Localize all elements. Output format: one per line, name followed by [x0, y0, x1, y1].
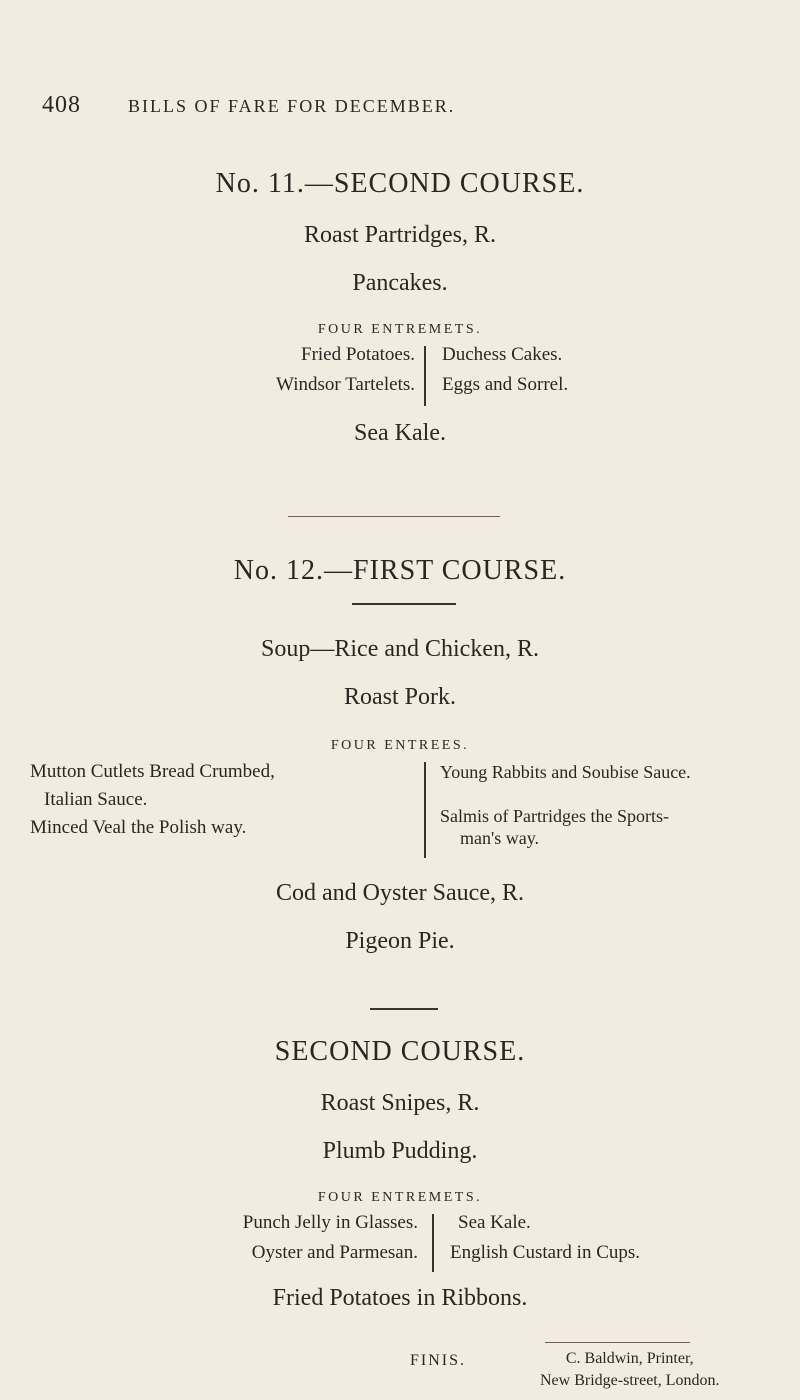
- bill-12-bottom-dish-1: Cod and Oyster Sauce, R.: [276, 880, 524, 906]
- bill-12-column-divider: [424, 762, 426, 858]
- bill-12-right-item: man's way.: [460, 828, 540, 848]
- bill-11-left-item: Fried Potatoes.: [301, 344, 415, 365]
- second-course-left-column: [120, 1208, 418, 1268]
- bill-11-column-divider: [424, 346, 426, 406]
- bill-11-bottom-dish: Sea Kale.: [354, 420, 446, 446]
- second-course-title: SECOND COURSE.: [274, 1036, 526, 1067]
- printer-line-2: New Bridge-street, London.: [540, 1372, 720, 1389]
- printer-line-1: C. Baldwin, Printer,: [565, 1350, 694, 1367]
- bill-12-bottom-dish-2: Pigeon Pie.: [345, 928, 455, 954]
- section-divider-rule: [288, 516, 500, 517]
- bill-12-right-item: Salmis of Partridges the Sports-: [440, 806, 669, 826]
- second-course-entremets-heading: FOUR ENTREMETS.: [317, 1190, 483, 1205]
- bill-11-title: No. 11.—SECOND COURSE.: [215, 168, 585, 199]
- bill-11-entremets-heading: FOUR ENTREMETS.: [317, 322, 483, 337]
- bill-12-entrees-heading: FOUR ENTREES.: [330, 738, 470, 753]
- second-course-bottom-dish: Fried Potatoes in Ribbons.: [272, 1285, 528, 1311]
- second-course-right-column: [450, 1208, 640, 1268]
- printer-rule: [545, 1342, 690, 1343]
- second-course-column-divider: [432, 1214, 434, 1272]
- second-course-right-item: English Custard in Cups.: [450, 1242, 641, 1263]
- bill-11-right-item: Duchess Cakes.: [442, 344, 563, 365]
- bill-12-left-column: [30, 758, 275, 842]
- page-header: [0, 92, 800, 132]
- bill-12-remove-2: Roast Pork.: [343, 684, 456, 710]
- bill-12-right-item: Young Rabbits and Soubise Sauce.: [440, 762, 691, 782]
- bill-11-remove-2: Pancakes.: [352, 270, 448, 296]
- title-underline-rule: [352, 603, 456, 605]
- bill-11-left-item: Windsor Tartelets.: [276, 374, 415, 395]
- printer-imprint: [540, 1348, 720, 1392]
- bill-12-left-item: Minced Veal the Polish way.: [30, 817, 247, 838]
- second-course-left-item: Punch Jelly in Glasses.: [242, 1212, 418, 1233]
- bill-12-left-item: Italian Sauce.: [44, 789, 148, 810]
- bill-12-right-column: [440, 758, 691, 852]
- second-course-remove-1: Roast Snipes, R.: [320, 1090, 480, 1116]
- second-course-right-item: Sea Kale.: [458, 1212, 531, 1233]
- bill-11-right-column: [442, 340, 568, 400]
- bill-12-title: No. 12.—FIRST COURSE.: [233, 555, 567, 586]
- bill-11-remove-1: Roast Partridges, R.: [304, 222, 496, 248]
- bill-11-right-item: Eggs and Sorrel.: [442, 374, 569, 395]
- page-number: 408: [42, 92, 81, 118]
- finis-text: FINIS.: [410, 1352, 467, 1369]
- bill-12-remove-1: Soup—Rice and Chicken, R.: [261, 636, 539, 662]
- second-course-remove-2: Plumb Pudding.: [322, 1138, 478, 1164]
- section-divider-rule: [370, 1008, 438, 1010]
- running-title: BILLS OF FARE FOR DECEMBER.: [128, 96, 456, 116]
- bill-11-left-column: [150, 340, 415, 400]
- bill-12-left-item: Mutton Cutlets Bread Crumbed,: [30, 761, 275, 782]
- second-course-left-item: Oyster and Parmesan.: [251, 1242, 418, 1263]
